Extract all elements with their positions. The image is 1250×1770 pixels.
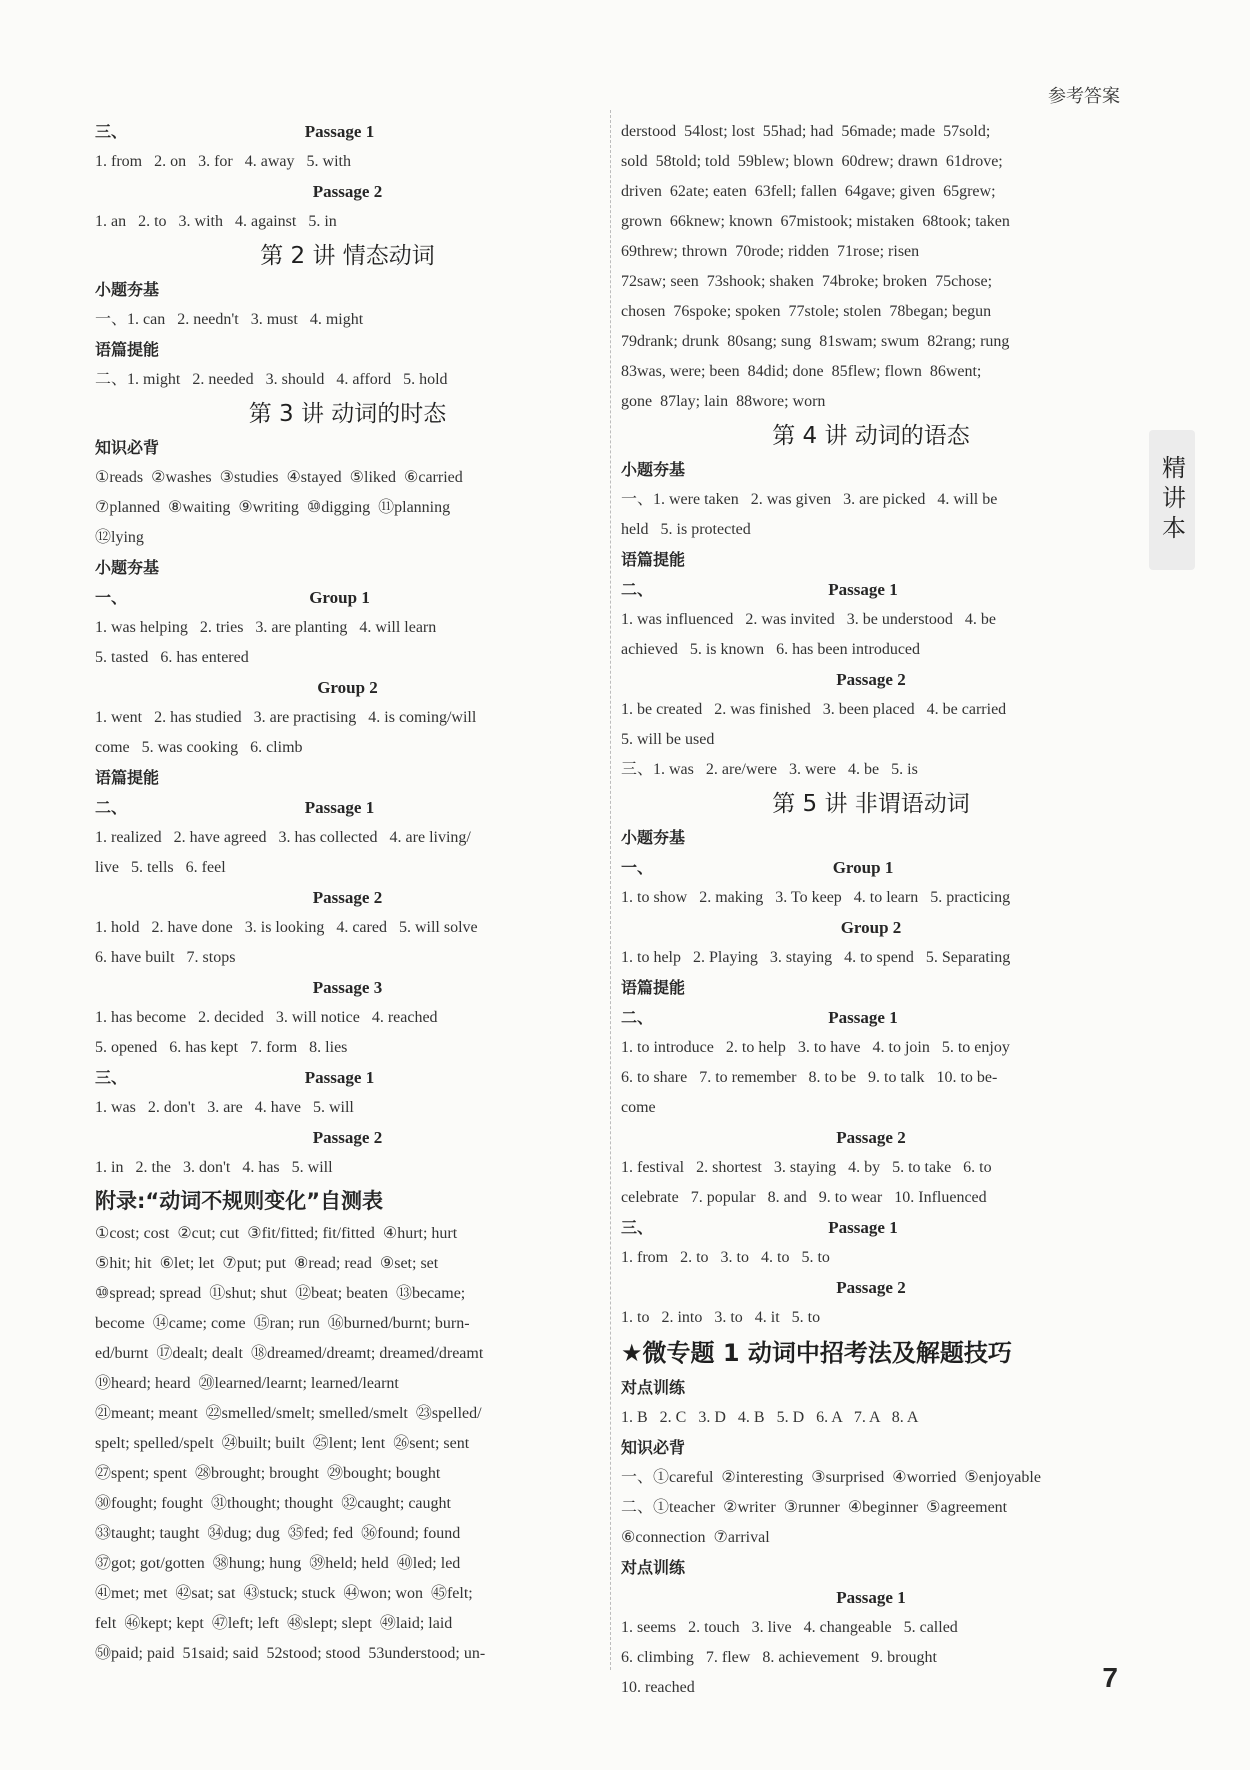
answer-line: derstood 54lost; lost 55had; had 56made; made 57sold; xyxy=(621,123,991,140)
answer-line: held 5. is protected xyxy=(621,521,751,538)
answer-line: chosen 76spoke; spoken 77stole; stolen 78began; begun xyxy=(621,303,992,320)
passage-title: Passage 2 xyxy=(836,1278,906,1297)
section-label: 二、 xyxy=(95,798,128,817)
answer-line: 6. climbing 7. flew 8. achievement 9. brought xyxy=(621,1649,937,1666)
answer-line: 5. tasted 6. has entered xyxy=(95,649,249,666)
topic-title: ★微专题 1 动词中招考法及解题技巧 xyxy=(621,1339,1012,1367)
answer-line: ①cost; cost ②cut; cut ③fit/fitted; fit/fitted ④hurt; hurt xyxy=(95,1225,458,1242)
answer-line: ⑫lying xyxy=(95,529,144,546)
answer-line: 一、①careful ②interesting ③surprised ④worried ⑤enjoyable xyxy=(621,1469,1041,1486)
answer-line: ①reads ②washes ③studies ④stayed ⑤liked ⑥carried xyxy=(95,469,463,486)
passage-title: Group 1 xyxy=(309,588,370,607)
column-divider xyxy=(610,110,611,1670)
passage-title: Passage 1 xyxy=(828,1008,898,1027)
passage-title: Group 2 xyxy=(317,678,378,697)
answer-line: ⑤hit; hit ⑥let; let ⑦put; put ⑧read; read ⑨set; set xyxy=(95,1255,439,1272)
answer-line: grown 66knew; known 67mistook; mistaken 68took; taken xyxy=(621,213,1010,230)
lesson-title: 第 2 讲 情态动词 xyxy=(260,243,435,269)
answer-line: become ⑭came; come ⑮ran; run ⑯burned/burnt; burn- xyxy=(95,1315,470,1332)
answer-line: ⑩spread; spread ⑪shut; shut ⑫beat; beaten ⑬became; xyxy=(95,1285,466,1302)
label: 小题夯基 xyxy=(95,280,160,299)
answer-line: 三、1. was 2. are/were 3. were 4. be 5. is xyxy=(621,761,918,778)
passage-title: Passage 2 xyxy=(836,1128,906,1147)
answer-line: 1. seems 2. touch 3. live 4. changeable 5. called xyxy=(621,1619,958,1636)
answer-line: 1. to show 2. making 3. To keep 4. to learn 5. practicing xyxy=(621,889,1011,906)
page-number: 7 xyxy=(1102,1662,1118,1693)
label: 小题夯基 xyxy=(621,828,686,847)
section-label: 一、 xyxy=(621,858,654,877)
passage-title: Passage 2 xyxy=(312,182,383,201)
section-heading xyxy=(95,583,600,613)
answer-line: 5. will be used xyxy=(621,731,715,748)
answer-line: 1. has become 2. decided 3. will notice 4. reached xyxy=(95,1009,438,1026)
passage-title: Group 1 xyxy=(832,858,894,877)
section-label: 三、 xyxy=(95,122,128,141)
answer-line: sold 58told; told 59blew; blown 60drew; drawn 61drove; xyxy=(621,153,1003,170)
answer-line: 6. have built 7. stops xyxy=(95,949,236,966)
answer-line: 一、1. can 2. needn't 3. must 4. might xyxy=(95,311,364,328)
passage-title: Passage 1 xyxy=(828,580,898,599)
answer-line: 1. went 2. has studied 3. are practising 4. is coming/will xyxy=(95,709,477,726)
side-tab-label: 精讲本 xyxy=(1157,455,1186,545)
label: 语篇提能 xyxy=(95,340,160,359)
label: 语篇提能 xyxy=(621,978,686,997)
answer-line: ㉑meant; meant ㉒smelled/smelt; smelled/smelt ㉓spelled/ xyxy=(95,1405,482,1422)
answer-line: ㊶met; met ㊷sat; sat ㊸stuck; stuck ㊹won; won ㊺felt; xyxy=(95,1585,473,1602)
section-heading xyxy=(621,853,1121,883)
answer-line: celebrate 7. popular 8. and 9. to wear 10. Influenced xyxy=(621,1189,987,1206)
passage-title: Passage 1 xyxy=(836,1588,906,1607)
answer-line: ㊿paid; paid 51said; said 52stood; stood 53understood; un- xyxy=(95,1645,486,1662)
passage-title: Passage 1 xyxy=(828,1218,898,1237)
answer-line: 1. from 2. on 3. for 4. away 5. with xyxy=(95,153,351,170)
answer-line: 二、①teacher ②writer ③runner ④beginner ⑤agreement xyxy=(621,1499,1008,1516)
passage-title: Group 2 xyxy=(840,918,902,937)
answer-line: ⑥connection ⑦arrival xyxy=(621,1529,770,1546)
label: 知识必背 xyxy=(95,438,160,457)
section-label: 三、 xyxy=(95,1068,128,1087)
answer-line: ㉚fought; fought ㉛thought; thought ㉜caught; caught xyxy=(95,1495,451,1512)
answer-line: 1. in 2. the 3. don't 4. has 5. will xyxy=(95,1159,333,1176)
answer-line: live 5. tells 6. feel xyxy=(95,859,226,876)
answer-line: ㉗spent; spent ㉘brought; brought ㉙bought; bought xyxy=(95,1465,441,1482)
lesson-title: 第 5 讲 非谓语动词 xyxy=(772,791,970,817)
section-heading xyxy=(95,117,600,147)
answer-line: ㉝taught; taught ㉞dug; dug ㉟fed; fed ㊱found; found xyxy=(95,1525,461,1542)
answer-line: 72saw; seen 73shook; shaken 74broke; broken 75chose; xyxy=(621,273,993,290)
answer-line: come 5. was cooking 6. climb xyxy=(95,739,303,756)
answer-line: felt ㊻kept; kept ㊼left; left ㊽slept; slept ㊾laid; laid xyxy=(95,1615,453,1632)
answer-line: ㊲got; got/gotten ㊳hung; hung ㊴held; held ㊵led; led xyxy=(95,1555,461,1572)
answer-line: 1. from 2. to 3. to 4. to 5. to xyxy=(621,1249,830,1266)
answer-line: 10. reached xyxy=(621,1679,695,1696)
answer-line: 5. opened 6. has kept 7. form 8. lies xyxy=(95,1039,348,1056)
answer-line: 1. to introduce 2. to help 3. to have 4. to join 5. to enjoy xyxy=(621,1039,1010,1056)
answer-line: driven 62ate; eaten 63fell; fallen 64gave; given 65grew; xyxy=(621,183,996,200)
lesson-title: 第 4 讲 动词的语态 xyxy=(772,423,970,449)
passage-title: Passage 3 xyxy=(312,978,383,997)
passage-title: Passage 2 xyxy=(836,670,906,689)
passage-title: Passage 2 xyxy=(312,888,383,907)
section-heading xyxy=(95,1063,600,1093)
answer-line: 1. be created 2. was finished 3. been placed 4. be carried xyxy=(621,701,1007,718)
answer-line: 1. hold 2. have done 3. is looking 4. cared 5. will solve xyxy=(95,919,478,936)
answer-line: 1. festival 2. shortest 3. staying 4. by 5. to take 6. to xyxy=(621,1159,992,1176)
answer-line: 一、1. were taken 2. was given 3. are picked 4. will be xyxy=(621,491,998,508)
answer-line: 1. B 2. C 3. D 4. B 5. D 6. A 7. A 8. A xyxy=(621,1409,919,1426)
passage-title: Passage 2 xyxy=(312,1128,383,1147)
section-label: 二、 xyxy=(621,580,654,599)
answer-line: achieved 5. is known 6. has been introduced xyxy=(621,641,921,658)
answer-line: 1. to 2. into 3. to 4. it 5. to xyxy=(621,1309,821,1326)
answer-line: 79drank; drunk 80sang; sung 81swam; swum 82rang; rung xyxy=(621,333,1010,350)
label: 语篇提能 xyxy=(95,768,160,787)
label: 语篇提能 xyxy=(621,550,686,569)
section-heading xyxy=(95,793,600,823)
left-column xyxy=(95,117,600,1669)
lesson-title: 第 3 讲 动词的时态 xyxy=(248,401,447,427)
section-heading xyxy=(621,1213,1121,1243)
answer-line: 83was, were; been 84did; done 85flew; flown 86went; xyxy=(621,363,982,380)
side-tab xyxy=(1149,430,1195,570)
answer-line: 69threw; thrown 70rode; ridden 71rose; risen xyxy=(621,243,920,260)
label: 对点训练 xyxy=(621,1558,686,1577)
answer-line: ed/burnt ⑰dealt; dealt ⑱dreamed/dreamt; dreamed/dreamt xyxy=(95,1345,484,1362)
answer-line: 1. realized 2. have agreed 3. has collected 4. are living/ xyxy=(95,829,471,846)
right-column xyxy=(621,117,1121,1703)
answer-line: 6. to share 7. to remember 8. to be 9. to talk 10. to be- xyxy=(621,1069,998,1086)
answer-line: spelt; spelled/spelt ㉔built; built ㉕lent; lent ㉖sent; sent xyxy=(95,1435,470,1452)
answer-line: 1. an 2. to 3. with 4. against 5. in xyxy=(95,213,337,230)
label: 对点训练 xyxy=(621,1378,686,1397)
answer-line: ⑦planned ⑧waiting ⑨writing ⑩digging ⑪planning xyxy=(95,499,451,516)
passage-title: Passage 1 xyxy=(304,122,375,141)
label: 小题夯基 xyxy=(621,460,686,479)
section-heading xyxy=(621,575,1121,605)
answer-line: 1. to help 2. Playing 3. staying 4. to spend 5. Separating xyxy=(621,949,1011,966)
answer-line: 二、1. might 2. needed 3. should 4. afford 5. hold xyxy=(95,371,448,388)
passage-title: Passage 1 xyxy=(304,1068,375,1087)
section-label: 二、 xyxy=(621,1008,654,1027)
section-heading xyxy=(621,1003,1121,1033)
answer-line: come xyxy=(621,1099,656,1116)
answer-line: ⑲heard; heard ⑳learned/learnt; learned/learnt xyxy=(95,1375,399,1392)
answer-line: 1. was helping 2. tries 3. are planting 4. will learn xyxy=(95,619,437,636)
passage-title: Passage 1 xyxy=(304,798,375,817)
label: 小题夯基 xyxy=(95,558,160,577)
answer-line: gone 87lay; lain 88wore; worn xyxy=(621,393,826,410)
section-label: 三、 xyxy=(621,1218,654,1237)
appendix-title: 附录:“动词不规则变化”自测表 xyxy=(95,1189,384,1213)
answer-line: 1. was influenced 2. was invited 3. be understood 4. be xyxy=(621,611,997,628)
answer-line: 1. was 2. don't 3. are 4. have 5. will xyxy=(95,1099,354,1116)
label: 知识必背 xyxy=(621,1438,686,1457)
page-header: 参考答案 xyxy=(1048,86,1120,107)
section-label: 一、 xyxy=(95,588,128,607)
